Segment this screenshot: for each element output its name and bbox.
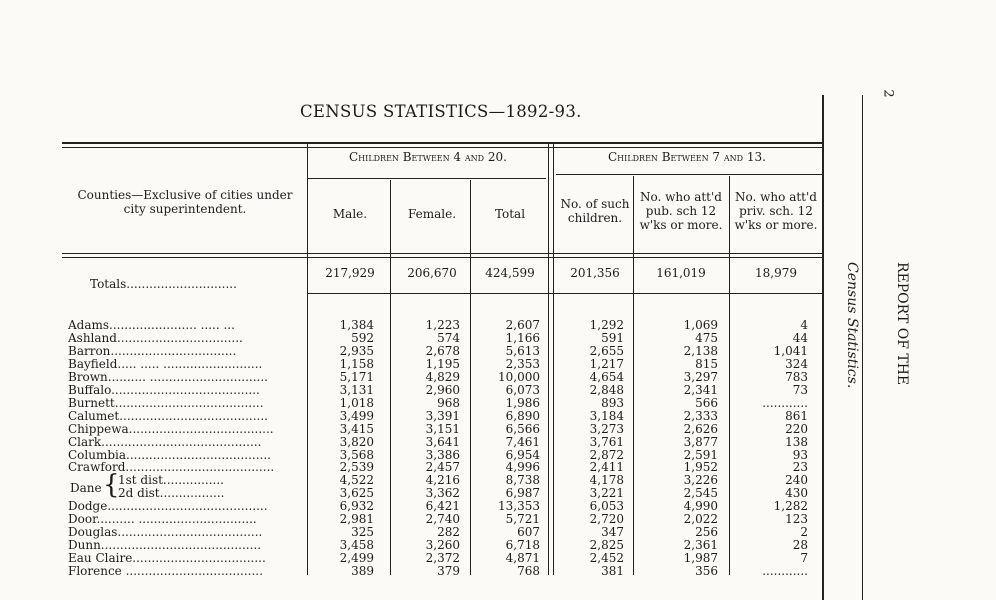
- county-name: Brown.......... ...............................: [68, 369, 268, 384]
- cell-public: 566: [695, 395, 718, 410]
- cell-total: 6,718: [505, 538, 540, 553]
- cell-private: 44: [792, 330, 808, 345]
- cell-male: 2,539: [339, 460, 374, 475]
- cell-female: 379: [437, 564, 460, 579]
- col-no-such-line1: No. of such: [560, 197, 630, 211]
- county-name: Florence ....................................: [68, 564, 263, 579]
- cell-female: 1,195: [425, 356, 460, 371]
- cell-male: 3,458: [339, 538, 374, 553]
- cell-total: 10,000: [498, 369, 540, 384]
- cell-public: 1,952: [683, 460, 718, 475]
- totals-total: 424,599: [485, 266, 535, 280]
- county-name: Buffalo.......................................: [68, 382, 260, 397]
- col-male: Male.: [332, 207, 368, 221]
- totals-male: 217,929: [325, 266, 375, 280]
- cell-total: 4,871: [505, 551, 540, 566]
- counties-header: [62, 188, 308, 216]
- cell-public: 815: [695, 356, 718, 371]
- cell-female: 3,151: [425, 421, 460, 436]
- group-header-7-13: Children Between 7 and 13.: [608, 150, 766, 164]
- county-name: Crawford.......................................: [68, 460, 275, 475]
- cell-no-such: 3,761: [589, 434, 624, 449]
- col-public-line2: pub. sch 12: [645, 204, 717, 218]
- cell-female: 4,829: [425, 369, 460, 384]
- cell-total: 5,721: [505, 512, 540, 527]
- county-name: Douglas......................................: [68, 525, 263, 540]
- cell-male: 3,131: [339, 382, 374, 397]
- cell-total: 6,890: [505, 408, 540, 423]
- cell-private: 324: [785, 356, 808, 371]
- cell-total: 2,353: [505, 356, 540, 371]
- cell-private: 4: [800, 318, 808, 332]
- cell-male: 325: [351, 525, 374, 540]
- cell-total: 6,073: [505, 382, 540, 397]
- totals-rule: [308, 293, 822, 294]
- county-name: Chippewa......................................: [68, 421, 274, 436]
- cell-no-such: 2,720: [589, 512, 624, 527]
- cell-male: 3,568: [339, 447, 374, 462]
- col-private-line1: No. who att'd: [735, 190, 817, 204]
- cell-female: 3,386: [425, 447, 460, 462]
- cell-male: 4,522: [339, 473, 374, 488]
- col-no-such: [556, 197, 634, 225]
- county-name: Burnett.......................................: [68, 395, 264, 410]
- cell-no-such: 2,825: [589, 538, 624, 553]
- cell-male: 1,018: [339, 395, 374, 410]
- cell-no-such: 893: [601, 395, 624, 410]
- county-name: 1st dist................: [118, 473, 224, 488]
- cell-total: 6,954: [505, 447, 540, 462]
- cell-male: 389: [351, 564, 374, 579]
- cell-private: 1,041: [773, 343, 808, 358]
- cell-no-such: 1,217: [589, 356, 624, 371]
- county-name: Ashland.................................: [68, 330, 243, 345]
- cell-private: 138: [785, 434, 808, 449]
- page-title: CENSUS STATISTICS—1892-93.: [300, 102, 582, 121]
- cell-public: 356: [695, 564, 718, 579]
- col-public-line3: w'ks or more.: [639, 218, 723, 232]
- cell-female: 282: [437, 525, 460, 540]
- cell-public: 2,341: [683, 382, 718, 397]
- dane-brace: {: [103, 470, 120, 500]
- col-public-line1: No. who att'd: [640, 190, 722, 204]
- cell-female: 2,457: [425, 460, 460, 475]
- cell-female: 2,960: [425, 382, 460, 397]
- dane-label: Dane: [70, 481, 102, 495]
- cell-private: 240: [785, 473, 808, 488]
- cell-public: 2,138: [683, 343, 718, 358]
- cell-no-such: 2,655: [589, 343, 624, 358]
- county-name: Adams....................... ..... ...: [68, 318, 235, 332]
- cell-female: 3,260: [425, 538, 460, 553]
- county-name: Barron.................................: [68, 343, 237, 358]
- county-name: Calumet.......................................: [68, 408, 268, 423]
- cell-total: 7,461: [505, 434, 540, 449]
- cell-male: 2,981: [339, 512, 374, 527]
- cell-public: 3,226: [683, 473, 718, 488]
- cell-no-such: 2,411: [589, 460, 624, 475]
- cell-male: 5,171: [339, 369, 374, 384]
- cell-no-such: 2,848: [589, 382, 624, 397]
- cell-public: 2,361: [683, 538, 718, 553]
- cell-private: ............: [762, 564, 808, 579]
- cell-no-such: 347: [601, 525, 624, 540]
- totals-label: Totals.............................: [90, 277, 237, 291]
- col-private-line3: w'ks or more.: [734, 218, 818, 232]
- cell-total: 6,987: [505, 486, 540, 501]
- cell-private: 23: [792, 460, 808, 475]
- cell-no-such: 381: [601, 564, 624, 579]
- cell-total: 768: [517, 564, 540, 579]
- cell-total: 1,166: [505, 330, 540, 345]
- cell-total: 6,566: [505, 421, 540, 436]
- cell-female: 3,362: [425, 486, 460, 501]
- cell-private: 2: [800, 525, 808, 540]
- cell-female: 3,641: [425, 434, 460, 449]
- side-border-rule: [862, 95, 863, 600]
- cell-total: 1,986: [505, 395, 540, 410]
- cell-private: 220: [785, 421, 808, 436]
- cell-public: 2,333: [683, 408, 718, 423]
- county-name: Bayfield..... ..... ..........................: [68, 356, 263, 371]
- col-private-line2: priv. sch. 12: [739, 204, 813, 218]
- rule-after-no-such: [633, 176, 634, 575]
- cell-private: 1,282: [773, 499, 808, 514]
- cell-public: 4,990: [683, 499, 718, 514]
- top-rule-thin: [62, 147, 822, 148]
- cell-public: 475: [695, 330, 718, 345]
- header-rule: [62, 253, 822, 254]
- cell-total: 607: [517, 525, 540, 540]
- cell-male: 3,820: [339, 434, 374, 449]
- cell-male: 3,415: [339, 421, 374, 436]
- cell-private: 861: [785, 408, 808, 423]
- totals-public: 161,019: [656, 266, 706, 280]
- page-number: 2: [880, 89, 896, 98]
- cell-private: 7: [800, 551, 808, 566]
- group2-underline: [556, 174, 822, 175]
- col-private-school: [730, 190, 822, 232]
- cell-female: 2,678: [425, 343, 460, 358]
- cell-public: 2,626: [683, 421, 718, 436]
- cell-female: 3,391: [425, 408, 460, 423]
- cell-public: 3,297: [683, 369, 718, 384]
- cell-no-such: 2,452: [589, 551, 624, 566]
- right-border-rule: [822, 95, 824, 600]
- cell-total: 4,996: [505, 460, 540, 475]
- col-total: Total: [494, 207, 526, 221]
- cell-no-such: 591: [601, 330, 624, 345]
- cell-private: 123: [785, 512, 808, 527]
- cell-male: 6,932: [339, 499, 374, 514]
- cell-total: 13,353: [498, 499, 540, 514]
- cell-male: 1,384: [339, 318, 374, 332]
- cell-female: 968: [437, 395, 460, 410]
- cell-no-such: 2,872: [589, 447, 624, 462]
- cell-public: 256: [695, 525, 718, 540]
- county-name: Door.......... ...............................: [68, 512, 257, 527]
- county-name: 2d dist.................: [118, 486, 225, 501]
- cell-male: 2,935: [339, 343, 374, 358]
- totals-female: 206,670: [407, 266, 457, 280]
- col-no-such-line2: children.: [567, 211, 623, 225]
- cell-male: 1,158: [339, 356, 374, 371]
- cell-total: 5,613: [505, 343, 540, 358]
- top-rule: [62, 142, 822, 144]
- cell-private: ............: [762, 395, 808, 410]
- cell-no-such: 3,273: [589, 421, 624, 436]
- cell-private: 73: [792, 382, 808, 397]
- cell-male: 2,499: [339, 551, 374, 566]
- county-name: Eau Claire...................................: [68, 551, 266, 566]
- totals-private: 18,979: [755, 266, 797, 280]
- cell-female: 2,372: [425, 551, 460, 566]
- cell-female: 4,216: [425, 473, 460, 488]
- cell-no-such: 3,221: [589, 486, 624, 501]
- cell-female: 574: [437, 330, 460, 345]
- cell-private: 783: [785, 369, 808, 384]
- counties-header-line1: Counties—Exclusive of cities under: [77, 188, 293, 202]
- cell-no-such: 4,654: [589, 369, 624, 384]
- cell-public: 2,022: [683, 512, 718, 527]
- cell-male: 3,625: [339, 486, 374, 501]
- group-header-4-20: Children Between 4 and 20.: [349, 150, 507, 164]
- side-note: Census Statistics.: [844, 262, 860, 389]
- cell-female: 6,421: [425, 499, 460, 514]
- cell-female: 1,223: [425, 318, 460, 332]
- cell-private: 28: [792, 538, 808, 553]
- col-female: Female.: [407, 207, 457, 221]
- counties-header-line2: city superintendent.: [123, 202, 247, 216]
- cell-no-such: 1,292: [589, 318, 624, 332]
- cell-private: 93: [792, 447, 808, 462]
- cell-male: 592: [351, 330, 374, 345]
- cell-public: 3,877: [683, 434, 718, 449]
- cell-total: 8,738: [505, 473, 540, 488]
- cell-no-such: 4,178: [589, 473, 624, 488]
- cell-public: 1,069: [683, 318, 718, 332]
- county-name: Dunn..........................................: [68, 538, 262, 553]
- cell-private: 430: [785, 486, 808, 501]
- col-public-school: [634, 190, 728, 232]
- cell-no-such: 3,184: [589, 408, 624, 423]
- cell-public: 2,545: [683, 486, 718, 501]
- header-rule-2: [62, 257, 822, 258]
- running-head: REPORT OF THE: [894, 262, 910, 386]
- cell-public: 1,987: [683, 551, 718, 566]
- cell-total: 2,607: [505, 318, 540, 332]
- county-name: Columbia......................................: [68, 447, 271, 462]
- totals-no-such: 201,356: [570, 266, 620, 280]
- cell-public: 2,591: [683, 447, 718, 462]
- cell-no-such: 6,053: [589, 499, 624, 514]
- county-name: Dodge..........................................: [68, 499, 268, 514]
- cell-male: 3,499: [339, 408, 374, 423]
- cell-female: 2,740: [425, 512, 460, 527]
- county-name: Clark..........................................: [68, 434, 262, 449]
- group1-underline: [308, 178, 546, 179]
